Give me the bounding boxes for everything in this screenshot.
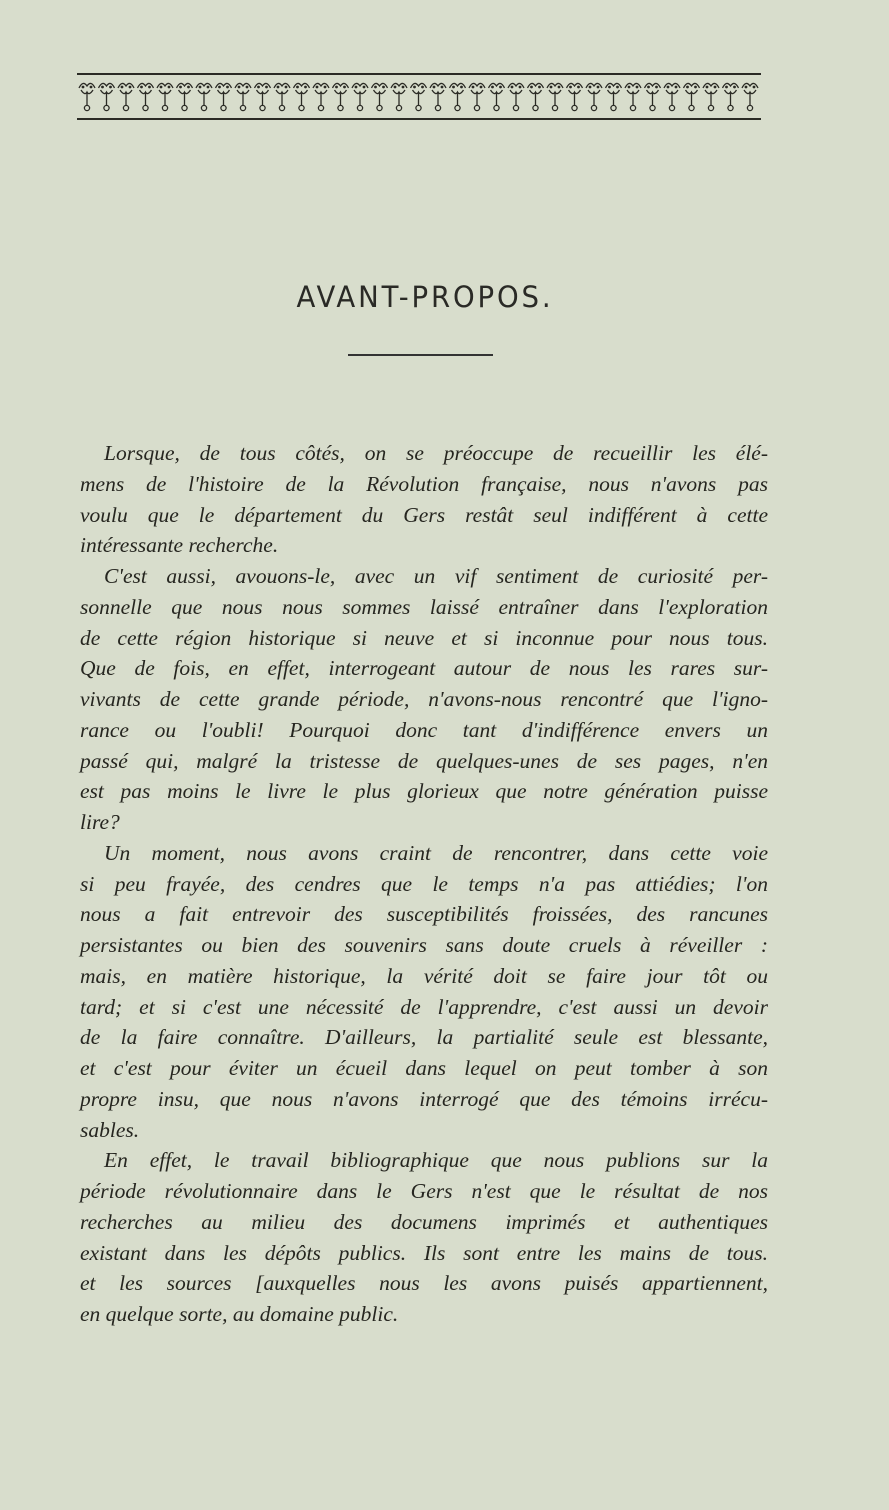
text-line: si peu frayée, des cendres que le temps n'a pas attiédies; l'on <box>80 871 768 896</box>
decorative-header-ornament <box>77 70 761 124</box>
text-line: mais, en matière historique, la vérité doit se faire jour tôt ou <box>80 963 768 988</box>
text-line: propre insu, que nous n'avons interrogé que des témoins irrécu- <box>80 1086 768 1111</box>
title-divider <box>348 354 493 356</box>
text-line: voulu que le département du Gers restât seul indifférent à cette <box>80 502 768 527</box>
text-line: passé qui, malgré la tristesse de quelques-unes de ses pages, n'en <box>80 748 768 773</box>
text-line: Que de fois, en effet, interrogeant autour de nous les rares sur- <box>80 656 768 681</box>
text-line: sables. <box>80 1117 140 1142</box>
text-line: de la faire connaître. D'ailleurs, la partialité seule est blessante, <box>80 1025 768 1050</box>
text-line: Lorsque, de tous côtés, on se préoccupe de recueillir les élé- <box>104 441 768 465</box>
text-line: est pas moins le livre le plus glorieux que notre génération puisse <box>80 779 768 804</box>
text-line: existant dans les dépôts publics. Ils sont entre les mains de tous. <box>80 1240 768 1265</box>
page-title: AVANT-PROPOS. <box>296 280 554 314</box>
text-line: tard; et si c'est une nécessité de l'apprendre, c'est aussi un devoir <box>80 994 768 1019</box>
text-line: persistantes ou bien des souvenirs sans doute cruels à réveiller : <box>80 933 768 957</box>
text-line: rance ou l'oubli! Pourquoi donc tant d'indifférence envers un <box>80 717 768 742</box>
text-line: recherches au milieu des documens imprimés et authentiques <box>80 1209 768 1234</box>
text-line: Un moment, nous avons craint de rencontrer, dans cette voie <box>104 840 768 865</box>
body-text <box>80 438 768 1330</box>
text-line: nous a fait entrevoir des susceptibilités froissées, des rancunes <box>80 902 768 927</box>
text-line: et c'est pour éviter un écueil dans lequel on peut tomber à son <box>80 1056 768 1080</box>
text-line: lire? <box>80 810 120 834</box>
text-line: vivants de cette grande période, n'avons-nous rencontré que l'igno- <box>80 687 768 711</box>
text-line: et les sources [auxquelles nous les avons puisés appartiennent, <box>80 1271 768 1296</box>
text-line: C'est aussi, avouons-le, avec un vif sentiment de curiosité per- <box>104 564 768 588</box>
text-line: intéressante recherche. <box>80 533 279 558</box>
text-line: période révolutionnaire dans le Gers n'est que le résultat de nos <box>80 1179 768 1203</box>
text-line: mens de l'histoire de la Révolution française, nous n'avons pas <box>80 471 768 496</box>
text-line: sonnelle que nous nous sommes laissé entraîner dans l'exploration <box>80 594 768 619</box>
text-line: de cette région historique si neuve et si inconnue pour nous tous. <box>80 625 768 650</box>
text-line: en quelque sorte, au domaine public. <box>80 1302 399 1326</box>
text-line: En effet, le travail bibliographique que nous publions sur la <box>104 1148 768 1173</box>
